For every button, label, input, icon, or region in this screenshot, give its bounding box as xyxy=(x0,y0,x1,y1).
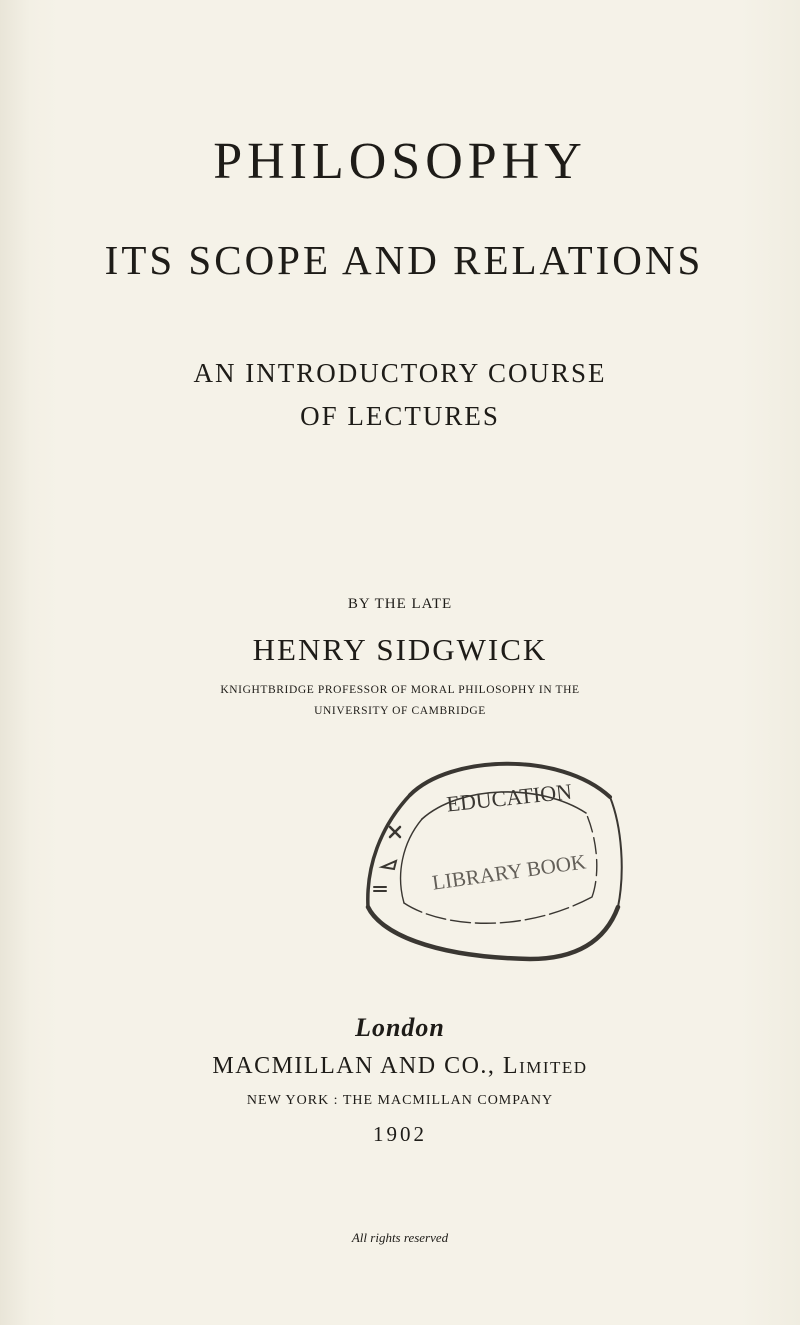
publication-place: London xyxy=(355,1013,445,1042)
description-line-2: OF LECTURES xyxy=(300,401,500,431)
author-name: HENRY SIDGWICK xyxy=(252,632,548,667)
byline: BY THE LATE xyxy=(347,596,453,612)
copublisher-line: NEW YORK : THE MACMILLAN COMPANY xyxy=(246,1093,554,1108)
publisher-limited: Limited xyxy=(502,1053,588,1079)
book-title: PHILOSOPHY xyxy=(213,133,587,190)
book-subtitle: ITS SCOPE AND RELATIONS xyxy=(104,237,704,283)
stamp-text-top: EDUCATION xyxy=(445,778,574,817)
publication-year: 1902 xyxy=(373,1122,427,1146)
author-position-line-1: KNIGHTBRIDGE PROFESSOR OF MORAL PHILOSOPHY IN THE xyxy=(220,684,580,696)
library-stamp xyxy=(360,757,630,967)
rights-notice: All rights reserved xyxy=(351,1230,449,1245)
description-line-1: AN INTRODUCTORY COURSE xyxy=(193,358,607,388)
publisher-name: MACMILLAN AND CO., xyxy=(212,1053,496,1079)
stamp-text-bottom: LIBRARY BOOK xyxy=(430,849,588,895)
publisher-line xyxy=(0,1053,800,1080)
author-position-line-2: UNIVERSITY OF CAMBRIDGE xyxy=(314,705,486,717)
